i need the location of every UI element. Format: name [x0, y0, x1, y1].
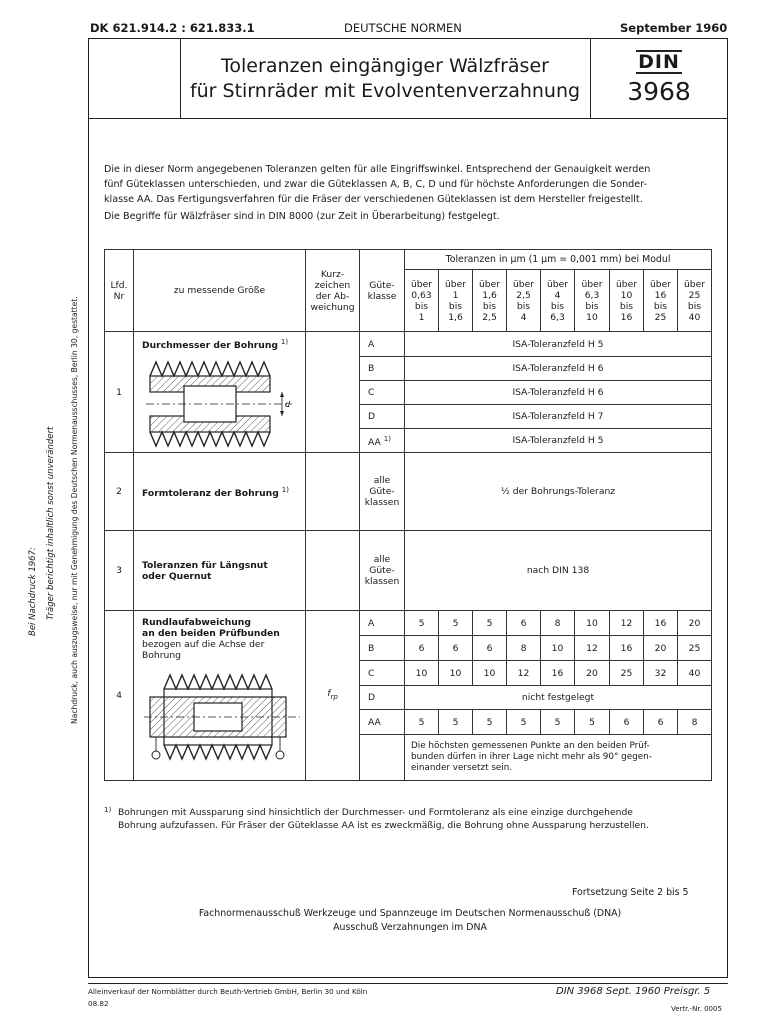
value-cell: 16: [610, 636, 644, 661]
sales-note: Alleinverkauf der Normblätter durch Beuth-Vertrieb GmbH, Berlin 30 und Köln: [88, 987, 368, 996]
header-date: September 1960: [620, 21, 728, 35]
value-cell: 5: [405, 710, 439, 735]
value-cell: 10: [575, 611, 610, 636]
col-groesse-header: zu messende Größe: [134, 250, 306, 332]
committee-line-1: Fachnormenausschuß Werkzeuge und Spannzeuge im Deutschen Normenausschuß (DNA): [198, 908, 622, 919]
committee-line-2: Ausschuß Verzahnungen im DNA: [333, 922, 487, 933]
value-cell: 5: [439, 611, 473, 636]
intro-line-4: Die Begriffe für Wälzfräser sind in DIN 8000 (zur Zeit in Überarbeitung) festgelegt.: [104, 211, 500, 222]
col-toleranz-header: Toleranzen in µm (1 µm = 0,001 mm) bei Modul: [405, 250, 712, 270]
footnote-line-2: Bohrung aufzufassen. Für Fräser der Güteklasse AA ist es zweckmäßig, die Bohrung ohne Aussparung herzustellen.: [118, 820, 649, 831]
table-row: [105, 531, 712, 611]
footnote-line-1: Bohrungen mit Aussparung sind hinsichtlich der Durchmesser- und Formtoleranz als eine einzige durchgehende: [118, 807, 633, 818]
row-4-description: Rundlaufabweichung an den beiden Prüfbunden bezogen auf die Achse der Bohrung: [134, 611, 306, 781]
value-cell: 12: [507, 661, 541, 686]
tolerance-value: ISA-Toleranzfeld H 7: [405, 405, 712, 429]
value-cell: 8: [541, 611, 575, 636]
value-cell: 6: [405, 636, 439, 661]
hob-bore-drawing: [142, 356, 302, 452]
intro-line-1: Die in dieser Norm angegebenen Toleranzen gelten für alle Eingriffswinkel. Entsprechend der Genauigkeit werden: [104, 164, 651, 175]
modul-header: über 25 bis 40: [678, 270, 712, 332]
bottom-rule: [88, 983, 728, 984]
guete-d: D: [360, 405, 405, 429]
guete-c: C: [360, 381, 405, 405]
value-cell: 5: [473, 611, 507, 636]
guete-a: A: [360, 611, 405, 636]
footnote-mark: 1): [104, 806, 112, 814]
value-cell: 16: [541, 661, 575, 686]
guete-c: C: [360, 661, 405, 686]
title-line-2: für Stirnräder mit Evolventenverzahnung: [189, 80, 581, 102]
guete-aa: AA: [360, 710, 405, 735]
tolerance-value: ISA-Toleranzfeld H 5: [405, 332, 712, 357]
row-1-kurzzeichen: [306, 332, 360, 453]
tolerance-table: [104, 249, 712, 781]
value-cell: 5: [439, 710, 473, 735]
value-cell: 10: [405, 661, 439, 686]
dk-number: DK 621.914.2 : 621.833.1: [90, 21, 255, 35]
document-title: [180, 54, 590, 104]
row-4-note-guete: [360, 735, 405, 781]
value-cell: 5: [575, 710, 610, 735]
not-specified: nicht festgelegt: [405, 686, 712, 710]
value-cell: 10: [541, 636, 575, 661]
committee: [140, 907, 680, 935]
tolerance-value: ISA-Toleranzfeld H 6: [405, 381, 712, 405]
value-cell: 6: [439, 636, 473, 661]
value-cell: 8: [507, 636, 541, 661]
col-guete-header: Güte- klasse: [360, 250, 405, 332]
side-note-1: Bei Nachdruck 1967:: [28, 547, 38, 636]
row-2-label: Formtoleranz der Bohrung $^{1)}$: [134, 453, 306, 531]
modul-header: über 6,3 bis 10: [575, 270, 610, 332]
modul-header: über 10 bis 16: [610, 270, 644, 332]
value-cell: 16: [644, 611, 678, 636]
value-cell: 5: [405, 611, 439, 636]
modul-header: über 2,5 bis 4: [507, 270, 541, 332]
value-cell: 32: [644, 661, 678, 686]
table-row: [105, 453, 712, 531]
row-1-label: Durchmesser der Bohrung $^{1)}$: [142, 338, 289, 352]
tolerance-value: ISA-Toleranzfeld H 5: [405, 429, 712, 453]
table-header-row-1: [105, 250, 712, 270]
guete-b: B: [360, 357, 405, 381]
modul-header: über 0,63 bis 1: [405, 270, 439, 332]
dimension-d-label: d: [285, 400, 291, 410]
value-cell: 10: [439, 661, 473, 686]
kurzzeichen-frp: $f_{rp}$: [306, 611, 360, 781]
value-cell: 5: [507, 710, 541, 735]
value-cell: 25: [678, 636, 712, 661]
value-cell: 40: [678, 661, 712, 686]
value-cell: 6: [507, 611, 541, 636]
continuation-note: Fortsetzung Seite 2 bis 5: [572, 887, 689, 898]
side-note-2: Träger berichtigt inhaltlich sonst unverändert: [46, 426, 56, 620]
intro-line-3: klasse AA. Das Fertigungsverfahren für die Fräser der verschiedenen Güteklassen ist dem Hersteller freigestellt.: [104, 194, 643, 205]
guete-d: D: [360, 686, 405, 710]
row-number: 1: [105, 332, 134, 453]
hob-runout-drawing: [142, 667, 302, 767]
title-divider: [88, 118, 728, 119]
value-cell: 10: [473, 661, 507, 686]
row-2-kurzzeichen: [306, 453, 360, 531]
value-cell: 6: [610, 710, 644, 735]
header-center: DEUTSCHE NORMEN: [344, 21, 462, 35]
value-cell: 8: [678, 710, 712, 735]
value-cell: 6: [473, 636, 507, 661]
footnote: [104, 806, 716, 832]
row-2-guete: alle Güte- klassen: [360, 453, 405, 531]
value-cell: 5: [541, 710, 575, 735]
row-1-description: [134, 332, 306, 453]
value-cell: 12: [575, 636, 610, 661]
row-number: 4: [105, 611, 134, 781]
din-label: DIN: [638, 51, 680, 73]
value-cell: 25: [610, 661, 644, 686]
row-4-note: Die höchsten gemessenen Punkte an den beiden Prüf- bunden dürfen in ihrer Lage nicht mehr als 90° gegen- einander versetzt sein.: [405, 735, 712, 781]
table-row: [105, 332, 712, 357]
side-copyright: Nachdruck, auch auszugsweise, nur mit Genehmigung des Deutschen Normenausschusses, Berlin 30, gestattet.: [70, 296, 79, 724]
modul-header: über 1,6 bis 2,5: [473, 270, 507, 332]
modul-header: über 1 bis 1,6: [439, 270, 473, 332]
title-line-1: Toleranzen eingängiger Wälzfräser: [221, 55, 549, 77]
intro-line-2: fünf Güteklassen unterschieden, und zwar die Güteklassen A, B, C, D und für höchste Anforderungen die Sonder-: [104, 179, 647, 190]
col-kurzzeichen-header: Kurz- zeichen der Ab- weichung: [306, 250, 360, 332]
guete-b: B: [360, 636, 405, 661]
row-3-label: Toleranzen für Längsnut oder Quernut: [134, 531, 306, 611]
tolerance-value: nach DIN 138: [405, 531, 712, 611]
modul-header: über 4 bis 6,3: [541, 270, 575, 332]
row-3-guete: alle Güte- klassen: [360, 531, 405, 611]
row-3-kurzzeichen: [306, 531, 360, 611]
row-number: 2: [105, 453, 134, 531]
row-number: 3: [105, 531, 134, 611]
value-cell: 20: [644, 636, 678, 661]
col-nr-header: Lfd. Nr: [105, 250, 134, 332]
value-cell: 12: [610, 611, 644, 636]
intro-text: [104, 162, 714, 224]
din-number: 3968: [627, 77, 691, 106]
value-cell: 5: [473, 710, 507, 735]
modul-header: über 16 bis 25: [644, 270, 678, 332]
print-code: 08.82: [88, 999, 109, 1008]
vertr-number: Vertr.-Nr. 0005: [671, 1005, 722, 1013]
din-badge: [590, 50, 728, 108]
tolerance-value: ½ der Bohrungs-Toleranz: [405, 453, 712, 531]
guete-aa: AA $^{1)}$: [360, 429, 405, 453]
tolerance-value: ISA-Toleranzfeld H 6: [405, 357, 712, 381]
value-cell: 20: [575, 661, 610, 686]
value-cell: 6: [644, 710, 678, 735]
din-price-group: DIN 3968 Sept. 1960 Preisgr. 5: [556, 986, 711, 997]
value-cell: 20: [678, 611, 712, 636]
guete-a: A: [360, 332, 405, 357]
table-row: [105, 611, 712, 636]
